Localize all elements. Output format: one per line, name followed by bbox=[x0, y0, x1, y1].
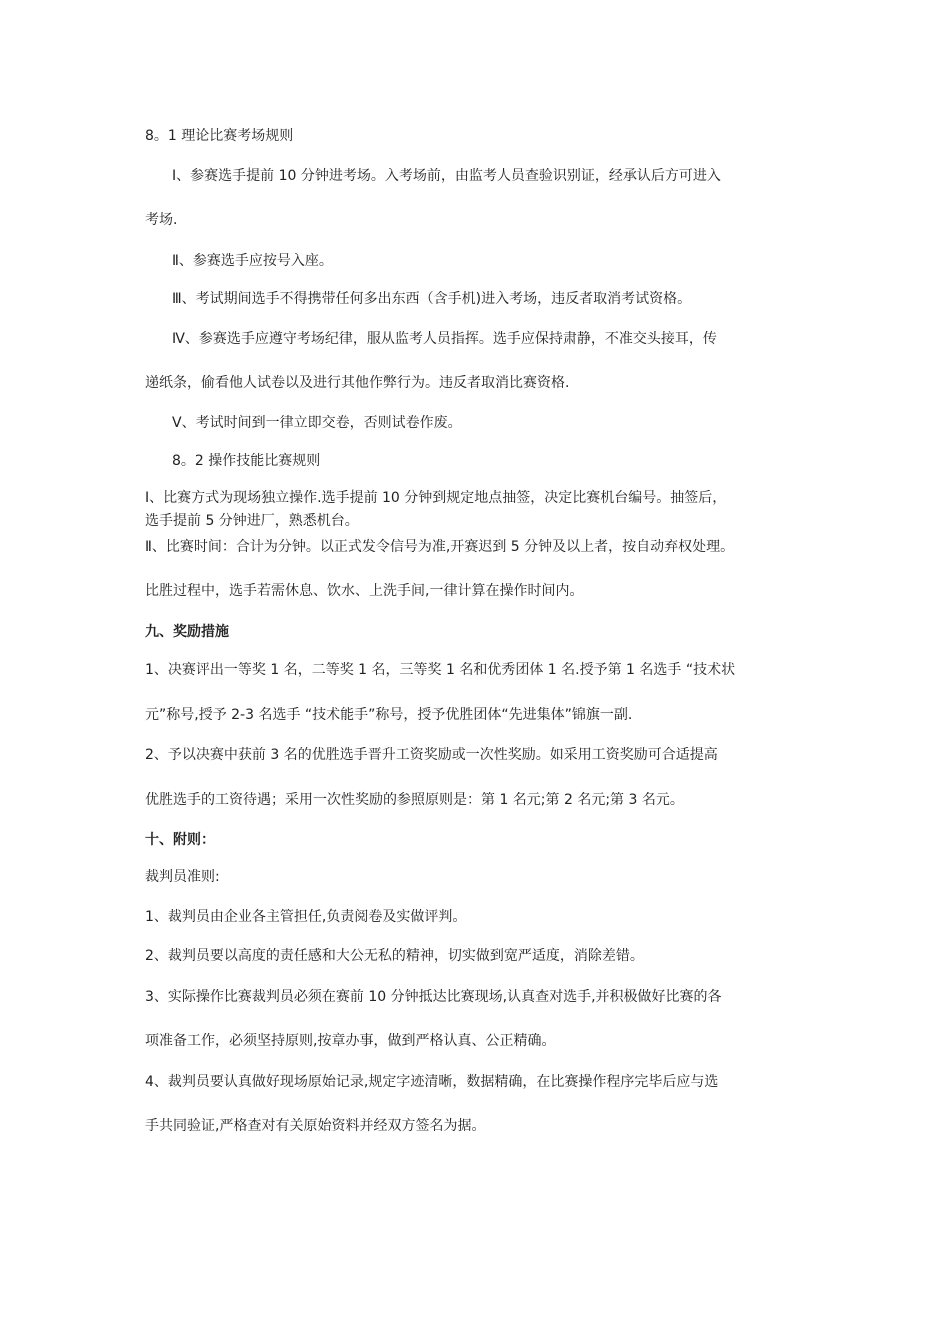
referee-item-4-line1: 4、裁判员要认真做好现场原始记录,规定字迹清晰，数据精确，在比赛操作程序完毕后应与选 bbox=[145, 1074, 719, 1090]
heading-section-10: 十、附则： bbox=[145, 832, 215, 848]
rule-8-1-5: Ⅴ、考试时间到一律立即交卷，否则试卷作废。 bbox=[172, 415, 462, 431]
rule-8-2-3: 比胜过程中，选手若需休息、饮水、上洗手间,一律计算在操作时间内。 bbox=[145, 583, 584, 599]
referee-item-3-line2: 项准备工作，必须坚持原则,按章办事，做到严格认真、公正精确。 bbox=[145, 1033, 556, 1049]
rule-8-1-2: Ⅱ、参赛选手应按号入座。 bbox=[172, 253, 333, 269]
rule-8-2-1-line2: 选手提前 5 分钟进厂，熟悉机台。 bbox=[145, 513, 359, 529]
heading-section-9: 九、奖励措施 bbox=[145, 624, 229, 640]
award-item-2-line1: 2、予以决赛中获前 3 名的优胜选手晋升工资奖励或一次性奖励。如采用工资奖励可合适提高 bbox=[145, 747, 718, 763]
award-item-2-line2: 优胜选手的工资待遇；采用一次性奖励的参照原则是：第 1 名元;第 2 名元;第 3 名元。 bbox=[145, 792, 684, 808]
heading-8-1: 8。1 理论比赛考场规则 bbox=[145, 128, 294, 144]
rule-8-1-4-line2: 递纸条，偷看他人试卷以及进行其他作弊行为。违反者取消比赛资格. bbox=[145, 375, 570, 391]
award-item-1-line1: 1、决赛评出一等奖 1 名，二等奖 1 名，三等奖 1 名和优秀团体 1 名.授予第 1 名选手 “技术状 bbox=[145, 662, 736, 678]
rule-8-1-1-line1: Ⅰ、参赛选手提前 10 分钟进考场。入考场前，由监考人员查验识别证，经承认后方可进入 bbox=[172, 168, 721, 184]
heading-8-2: 8。2 操作技能比赛规则 bbox=[172, 453, 321, 469]
referee-item-3-line1: 3、实际操作比赛裁判员必须在赛前 10 分钟抵达比赛现场,认真查对选手,并积极做好比赛的各 bbox=[145, 989, 722, 1005]
rule-8-1-4-line1: Ⅳ、参赛选手应遵守考场纪律，服从监考人员指挥。选手应保持肃静，不准交头接耳，传 bbox=[172, 331, 717, 347]
rule-8-1-3: Ⅲ、考试期间选手不得携带任何多出东西（含手机)进入考场，违反者取消考试资格。 bbox=[172, 291, 692, 307]
referee-item-4-line2: 手共同验证,严格查对有关原始资料并经双方签名为据。 bbox=[145, 1118, 486, 1134]
award-item-1-line2: 元”称号,授予 2-3 名选手 “技术能手”称号，授予优胜团体“先进集体”锦旗一副. bbox=[145, 707, 633, 723]
rule-8-1-1-line2: 考场. bbox=[145, 212, 178, 228]
referee-item-1: 1、裁判员由企业各主管担任,负责阅卷及实做评判。 bbox=[145, 909, 467, 925]
rule-8-2-2: Ⅱ、比赛时间：合计为分钟。以正式发令信号为准,开赛迟到 5 分钟及以上者，按自动弃权处理。 bbox=[145, 539, 735, 555]
referee-item-2: 2、裁判员要以高度的责任感和大公无私的精神，切实做到宽严适度，消除差错。 bbox=[145, 948, 644, 964]
rule-8-2-1-line1: Ⅰ、比赛方式为现场独立操作.选手提前 10 分钟到规定地点抽签，决定比赛机台编号。抽签后， bbox=[145, 490, 727, 506]
referee-rules-subheading: 裁判员准则: bbox=[145, 869, 220, 885]
